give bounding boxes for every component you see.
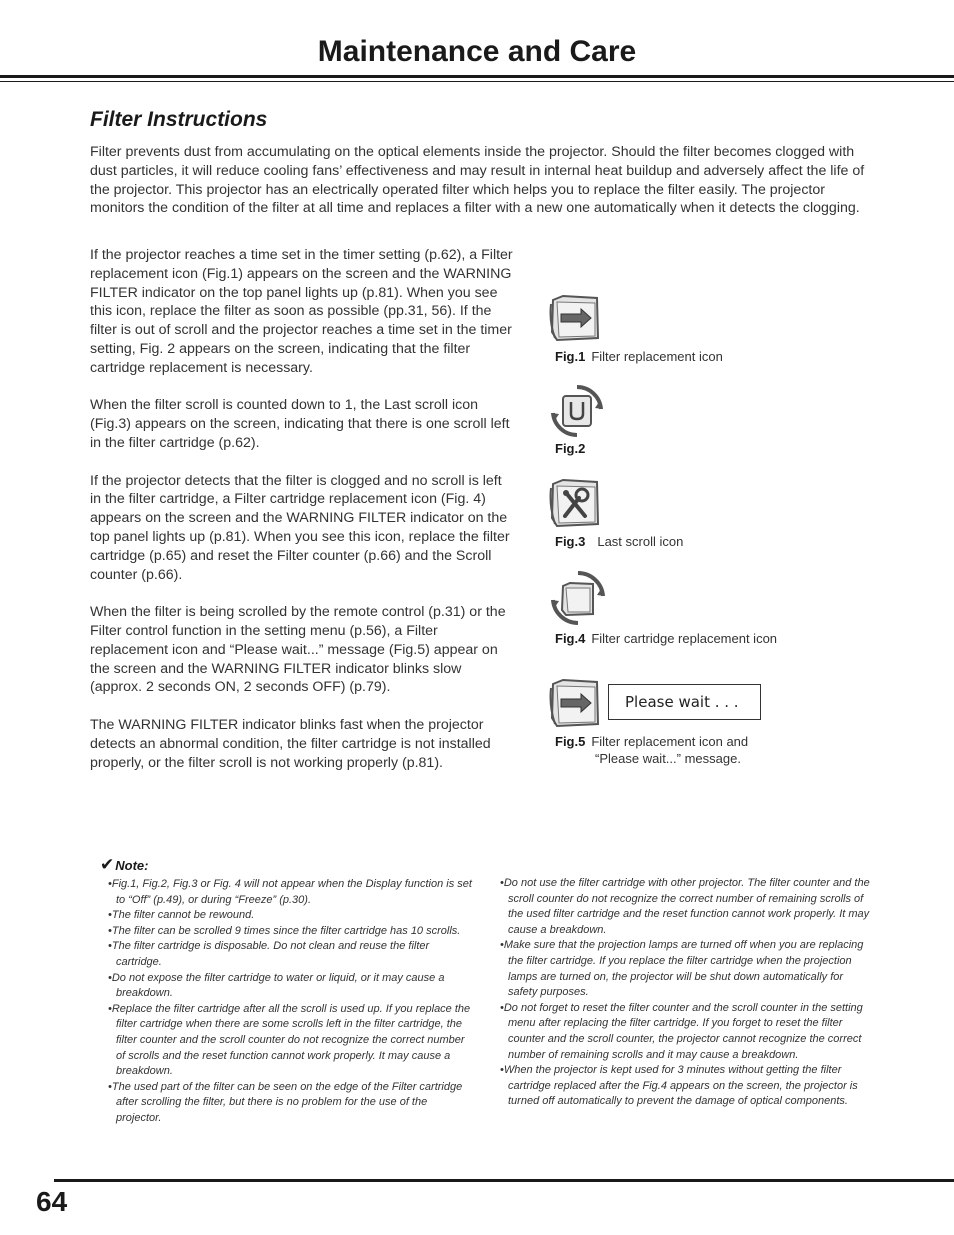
fig4-caption [555,630,777,647]
fig1-caption [555,348,723,365]
body-paragraph: When the filter scroll is counted down to 1, the Last scroll icon (Fig.3) appears on the screen, indicating that there is one scroll left in the filter cartridge (p.62). [90,397,510,451]
fig3-label: Fig.3 [555,534,586,549]
notes-left-list [108,877,473,1127]
page-header-title: Maintenance and Care [317,35,637,68]
filter-replacement-icon [549,292,603,344]
body-paragraph: The WARNING FILTER indicator blinks fast when the projector detects an abnormal condition, the filter cartridge is not installed properly, or the filter scroll is not working properly (p.81). [90,716,491,771]
body-paragraph: If the projector detects that the filter is clogged and no scroll is left in the filter cartridge, a Filter cartridge replacement icon (Fig. 4) appears on the screen and the WARNING FILTER indicator on the top panel lights up (p.81). When you see this icon, replace the filter cartridge (p.65) and reset the Filter counter (p.66) and the Scroll counter (p.66). [90,472,510,583]
note-item: •The filter cannot be rewound. [108,909,255,922]
note-item: •Fig.1, Fig.2, Fig.3 or Fig. 4 will not appear when the Display function is set to “Off” (p.49), or during “Freeze” (p.30). [108,878,472,906]
notes-right-list [500,876,872,1110]
note-item: •The filter cartridge is disposable. Do not clean and reuse the filter cartridge. [108,940,430,968]
footer-rule [54,1179,954,1182]
please-wait-message: Please wait . . . [608,684,761,720]
last-scroll-icon [549,476,603,530]
checkmark-icon: ✔ [100,855,115,874]
fig5-caption [555,733,748,750]
header-rule [0,75,954,78]
fig1-caption-text: Filter replacement icon [591,349,723,364]
note-item: •Do not expose the filter cartridge to water or liquid, or it may cause a breakdown. [108,971,445,1000]
body-text-column [90,246,515,791]
page-number: 64 [36,1186,68,1217]
fig4-label: Fig.4 [555,631,586,646]
fig1-label: Fig.1 [555,349,586,364]
note-item: •The used part of the filter can be seen on the edge of the Filter cartridge after scrolling the filter, but there is no problem for the use of the projector. [108,1080,463,1124]
filter-cartridge-empty-icon [548,382,606,440]
note-item: •Replace the filter cartridge after all the scroll is used up. If you replace the filter cartridge when there are some scrolls left in the filter cartridge, the filter counter and the scroll counter do not recognize the correct number of scrolls and the reset function cannot work properly. It may cause a breakdown. [108,1002,471,1078]
intro-paragraph: Filter prevents dust from accumulating on the optical elements inside the projector. Should the filter becomes clogged with dust particles, it will reduce cooling fans’ effectiveness and may result in internal heat buildup and adversely affect the life of the projector. This projector has an electrically operated filter which helps you to replace the filter easily. The projector monitors the condition of the filter at all time and replaces a filter with a new one automatically when it detects the clogging. [90,144,865,217]
header-rule-thin [0,81,954,82]
fig5-caption-line2: “Please wait...” message. [595,751,741,766]
fig3-caption-text: Last scroll icon [597,534,684,549]
note-heading-text: Note: [115,858,149,873]
fig3-caption [555,533,683,550]
fig4-caption-text: Filter cartridge replacement icon [591,631,778,646]
filter-cartridge-replacement-icon [548,568,608,628]
note-item: •The filter can be scrolled 9 times since the filter cartridge has 10 scrolls. [108,924,461,937]
section-title: Filter Instructions [90,108,268,131]
filter-replacement-icon [549,676,603,730]
fig2-label: Fig.2 [555,441,586,456]
body-paragraph: When the filter is being scrolled by the remote control (p.31) or the Filter control function in the setting menu (p.56), a Filter replacement icon and “Please wait...” message (Fig.5) appear on the screen and the WARNING FILTER indicator blinks slow (approx. 2 seconds ON, 2 seconds OFF) (p.79). [90,604,506,696]
note-item: •Do not use the filter cartridge with other projector. The filter counter and the scroll counter do not recognize the correct number of remaining scrolls of the used filter cartridge and the reset function cannot work properly. It may cause a breakdown. [500,877,870,936]
note-item: •Make sure that the projection lamps are turned off when you are replacing the filter cartridge. If you replace the filter cartridge when the projection lamps are turned on, the projector will be shut down automatically for safety purposes. [500,939,864,999]
fig2-caption [555,440,585,457]
note-item: •When the projector is kept used for 3 minutes without getting the filter cartridge replaced after the Fig.4 appears on the screen, the projector is turned off automatically to prevent the damage of optical components. [500,1064,858,1108]
body-paragraph: If the projector reaches a time set in the timer setting (p.62), a Filter replacement icon (Fig.1) appears on the screen and the WARNING FILTER indicator on the top panel lights up (p.81). When you see this icon, replace the filter as soon as possible (pp.31, 56). If the filter is out of scroll and the projector reaches a time set in the timer setting, Fig. 2 appears on the screen, indicating that the filter cartridge replacement is necessary. [90,247,513,376]
fig5-caption-text: Filter replacement icon and [591,734,749,749]
note-heading [100,855,148,875]
note-item: •Do not forget to reset the filter counter and the scroll counter in the setting menu after replacing the filter cartridge. If you forget to reset the filter counter and the scroll counter, the projector cannot recognize the correct number of remaining scrolls and it may cause a breakdown. [500,1001,863,1061]
fig5-label: Fig.5 [555,734,586,749]
